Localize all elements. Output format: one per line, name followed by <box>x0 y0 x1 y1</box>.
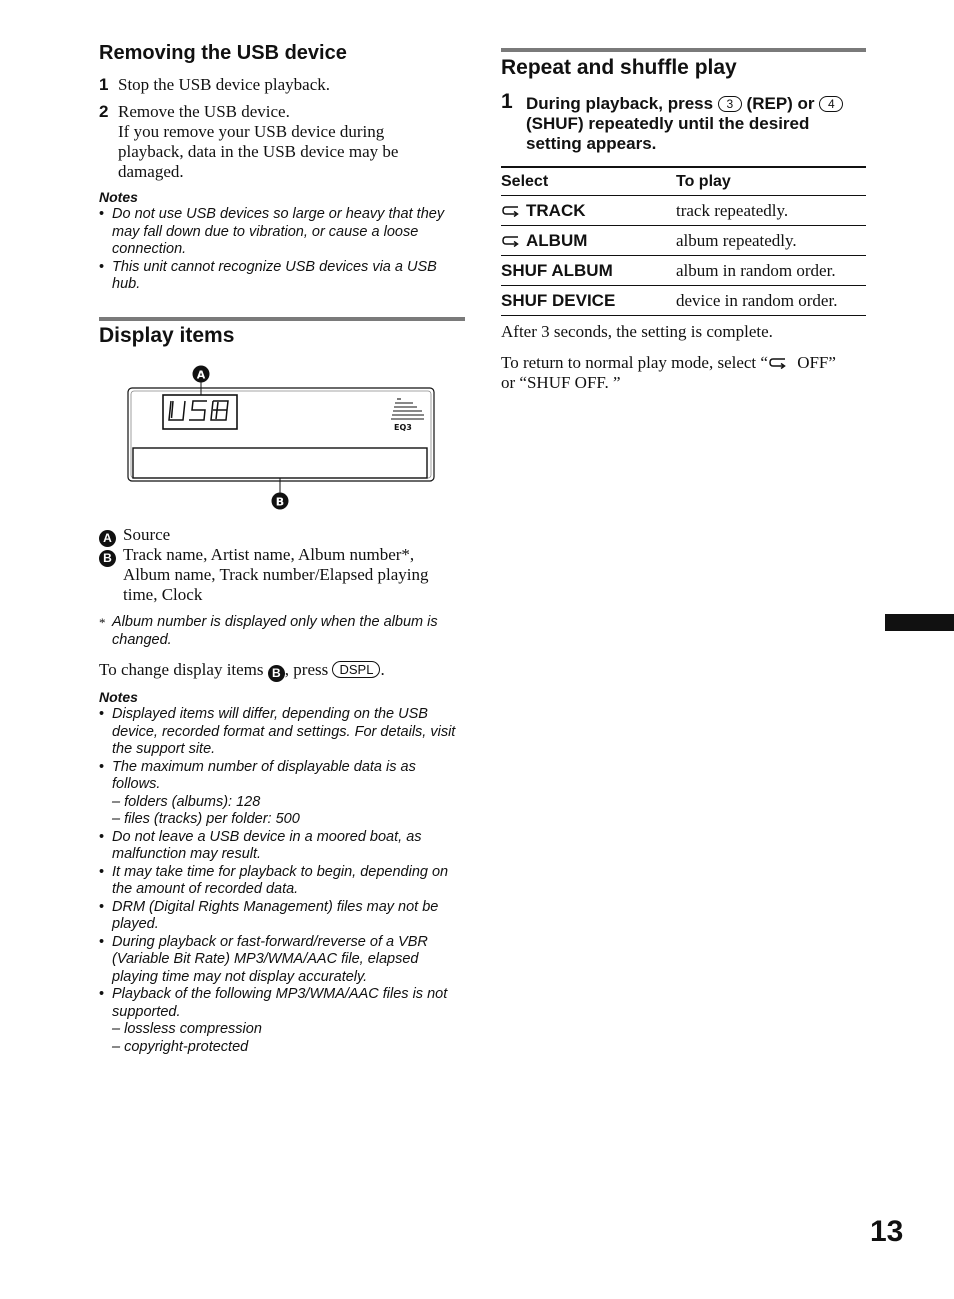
note-item: • Playback of the following MP3/WMA/AAC files is not supported. – lossless compression – copyright-protected <box>99 986 465 1056</box>
note-item: • This unit cannot recognize USB devices via a USB hub. <box>99 259 465 294</box>
notes-heading: Notes <box>99 189 138 205</box>
repeat-shuffle-title: Repeat and shuffle play <box>501 56 737 79</box>
footnote-mark: * <box>99 615 106 630</box>
legend-text: Track name, Artist name, Album number*, Album name, Track number/Elapsed playing time, Clock <box>123 545 429 604</box>
table-row <box>501 286 866 316</box>
shuf-button: 4 <box>819 96 843 112</box>
note-item: • Displayed items will differ, depending on the USB device, recorded format and settings. For details, visit the support site. <box>99 706 465 759</box>
legend-item-a <box>99 525 171 547</box>
source-display-box <box>163 395 237 429</box>
svg-text:A: A <box>196 368 206 382</box>
repeat-icon <box>501 235 521 247</box>
display-diagram <box>127 360 437 515</box>
table-row: ALBUM album repeatedly. <box>501 226 866 256</box>
marker-b: B <box>99 550 116 567</box>
note-item: • Do not use USB devices so large or heavy that they may fall down due to vibration, or cause a loose connection. <box>99 206 465 259</box>
note-subitem: – lossless compression <box>112 1021 262 1037</box>
dspl-button: DSPL <box>332 661 380 678</box>
usb-notes-list <box>99 206 465 294</box>
svg-text:B: B <box>275 495 285 509</box>
table-cell: track repeatedly. <box>676 196 866 226</box>
table-header-row <box>501 167 866 196</box>
note-subitem: – copyright-protected <box>112 1038 249 1055</box>
return-normal-text: To return to normal play mode, select “ OFF” or “SHUF OFF. ” <box>501 353 836 392</box>
section-rule <box>501 48 866 52</box>
display-panel-illustration <box>127 360 437 515</box>
note-subitem: – files (tracks) per folder: 500 <box>112 811 300 827</box>
step-text: During playback, press 3 (REP) or 4 (SHUF) repeatedly until the desired setting appears. <box>526 94 866 154</box>
footnote-text: Album number is displayed only when the album is changed. <box>112 614 438 648</box>
marker-a: A <box>99 530 116 547</box>
text-display-line <box>133 448 427 478</box>
eq-icon <box>391 399 424 419</box>
table-cell: SHUF DEVICE <box>501 286 676 316</box>
note-item: • Do not leave a USB device in a moored boat, as malfunction may result. <box>99 829 465 864</box>
display-items-title: Display items <box>99 324 235 347</box>
table-cell: album in random order. <box>676 256 866 286</box>
step-number: 2 <box>99 102 109 121</box>
step-number: 1 <box>501 90 513 113</box>
column-header-select: Select <box>501 167 676 196</box>
rep-button: 3 <box>718 96 742 112</box>
notes-heading: Notes <box>99 689 138 705</box>
table-row: TRACK track repeatedly. <box>501 196 866 226</box>
table-cell: album repeatedly. <box>676 226 866 256</box>
section-rule <box>99 317 465 321</box>
table-cell: SHUF ALBUM <box>501 256 676 286</box>
step-text: Remove the USB device. <box>118 102 290 121</box>
note-item: • It may take time for playback to begin, depending on the amount of recorded data. <box>99 864 465 899</box>
eq-label: EQ3 <box>394 423 412 432</box>
table-cell: device in random order. <box>676 286 866 316</box>
usb-removal-title: Removing the USB device <box>99 42 347 64</box>
marker-b: B <box>268 665 285 682</box>
note-item: • DRM (Digital Rights Management) files may not be played. <box>99 899 465 934</box>
change-display-instruction: To change display items B , press DSPL . <box>99 660 385 680</box>
legend-text: Source <box>123 525 171 544</box>
column-header-to-play: To play <box>676 167 866 196</box>
repeat-icon <box>768 357 788 369</box>
legend-item-b <box>99 545 429 604</box>
note-subitem: – folders (albums): 128 <box>112 793 261 810</box>
after-setting-text: After 3 seconds, the setting is complete. <box>501 322 773 341</box>
repeat-icon <box>501 205 521 217</box>
table-row <box>501 256 866 286</box>
usb-segment-text <box>169 401 228 420</box>
display-notes-list <box>99 706 465 1056</box>
step-detail: If you remove your USB device during playback, data in the USB device may be damaged. <box>118 122 399 181</box>
step-text: Stop the USB device playback. <box>118 75 330 94</box>
note-item: • During playback or fast-forward/reverse of a VBR (Variable Bit Rate) MP3/WMA/AAC file, elapsed playing time may not display accurately. <box>99 934 465 987</box>
play-mode-table <box>501 166 866 316</box>
section-tab-marker <box>885 614 954 631</box>
step-number: 1 <box>99 75 109 94</box>
note-item: • The maximum number of displayable data is as follows. – folders (albums): 128 – files (tracks) per folder: 500 <box>99 759 465 829</box>
page-number: 13 <box>870 1215 904 1248</box>
